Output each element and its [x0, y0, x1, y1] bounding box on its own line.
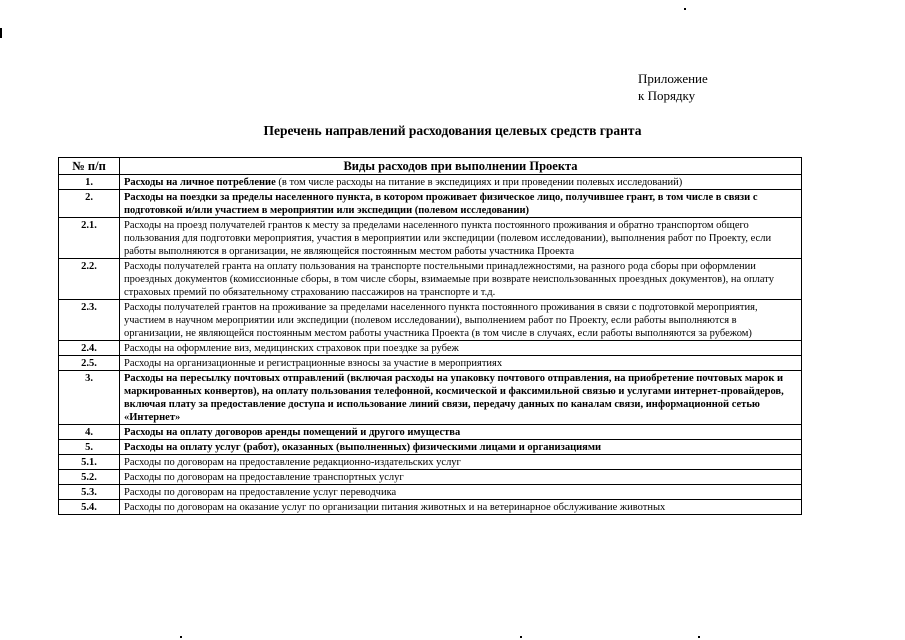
row-text: Расходы получателей грантов на проживание за пределами населенного пункта постоянного проживания в связи с подготовкой мероприятия, участием в научном мероприятии или экспедиции (полевом исследовании), выполнением работ по Проекту, если работы выполняются в организации, не являющейся постоянным местом работы участника Проекта (в том числе в случаях, если работы выполняются за рубежом): [120, 300, 802, 341]
row-num: 4.: [59, 425, 120, 440]
header-num: № п/п: [59, 158, 120, 175]
row-text-bold: Расходы на личное потребление: [124, 177, 276, 188]
row-text: Расходы получателей гранта на оплату пользования на транспорте постельными принадлежностями, на разного рода сборы при оформлении проездных документов (комиссионные сборы, в том числе сборы, взимаемые при возврате неиспользованных проездных документов), на оплату страховых премий по обязательному страхованию пассажиров на транспорте и т.д.: [120, 259, 802, 300]
document-title: Перечень направлений расходования целевых средств гранта: [263, 123, 642, 138]
table-row: [59, 440, 802, 455]
row-num: 2.5.: [59, 356, 120, 371]
scan-dot: [698, 636, 700, 638]
table-row: [59, 455, 802, 470]
row-text: Расходы по договорам на оказание услуг по организации питания животных и на ветеринарное обслуживание животных: [120, 500, 802, 515]
row-text: Расходы на поездки за пределы населенного пункта, в котором проживает физическое лицо, получившее грант, в том числе в связи с подготовкой и/или участием в мероприятии или экспедиции (полевом исследовании): [120, 190, 802, 218]
row-text: Расходы на проезд получателей грантов к месту за пределами населенного пункта постоянного проживания и обратно транспортом общего пользования для подготовки мероприятия, участия в мероприятии или экспедиции (полевом исследовании), выполнения работ по Проекту, если работы выполняются в организации, не являющейся постоянным местом работы участника Проекта: [120, 218, 802, 259]
row-text: Расходы по договорам на предоставление редакционно-издательских услуг: [120, 455, 802, 470]
scan-dot: [180, 636, 182, 638]
appendix-note: [638, 70, 708, 104]
table-row: [59, 341, 802, 356]
row-text: Расходы по договорам на предоставление транспортных услуг: [120, 470, 802, 485]
scan-dot: [520, 636, 522, 638]
row-text-regular: (в том числе расходы на питание в экспедициях и при проведении полевых исследований): [275, 177, 683, 188]
scan-dot: [684, 8, 686, 10]
row-num: 2.1.: [59, 218, 120, 259]
table-row: [59, 425, 802, 440]
row-text: Расходы на оплату услуг (работ), оказанных (выполненных) физическими лицами и организациями: [120, 440, 802, 455]
scan-edge-mark: [0, 28, 2, 38]
row-text: Расходы по договорам на предоставление услуг переводчика: [120, 485, 802, 500]
row-text: Расходы на пересылку почтовых отправлений (включая расходы на упаковку почтового отправления, на приобретение почтовых марок и маркированных конвертов), на оплату пользования телефонной, космической и факсимильной связью и услугами интернет-провайдеров, включая плату за предоставление доступа и использование линий связи, передачу данных по каналам связи, информационной сетью «Интернет»: [120, 371, 802, 425]
header-type: Виды расходов при выполнении Проекта: [120, 158, 802, 175]
row-num: 1.: [59, 175, 120, 190]
row-num: 5.3.: [59, 485, 120, 500]
row-text: Расходы на оплату договоров аренды помещений и другого имущества: [120, 425, 802, 440]
table-row: [59, 470, 802, 485]
appendix-line-2: к Порядку: [638, 88, 696, 103]
row-num: 5.: [59, 440, 120, 455]
appendix-line-1: Приложение: [638, 71, 708, 86]
table-row: [59, 500, 802, 515]
row-num: 5.4.: [59, 500, 120, 515]
row-num: 3.: [59, 371, 120, 425]
row-text: Расходы на оформление виз, медицинских страховок при поездке за рубеж: [120, 341, 802, 356]
row-text: [120, 175, 802, 190]
row-num: 5.1.: [59, 455, 120, 470]
table-row: [59, 175, 802, 190]
table-header-row: [59, 158, 802, 175]
row-num: 2.: [59, 190, 120, 218]
table-row: [59, 190, 802, 218]
table-row: [59, 356, 802, 371]
expense-table: [58, 157, 802, 515]
table-row: [59, 259, 802, 300]
table-row: [59, 371, 802, 425]
table-row: [59, 485, 802, 500]
row-num: 5.2.: [59, 470, 120, 485]
row-num: 2.3.: [59, 300, 120, 341]
table-row: [59, 218, 802, 259]
row-num: 2.4.: [59, 341, 120, 356]
table-row: [59, 300, 802, 341]
row-num: 2.2.: [59, 259, 120, 300]
row-text: Расходы на организационные и регистрационные взносы за участие в мероприятиях: [120, 356, 802, 371]
